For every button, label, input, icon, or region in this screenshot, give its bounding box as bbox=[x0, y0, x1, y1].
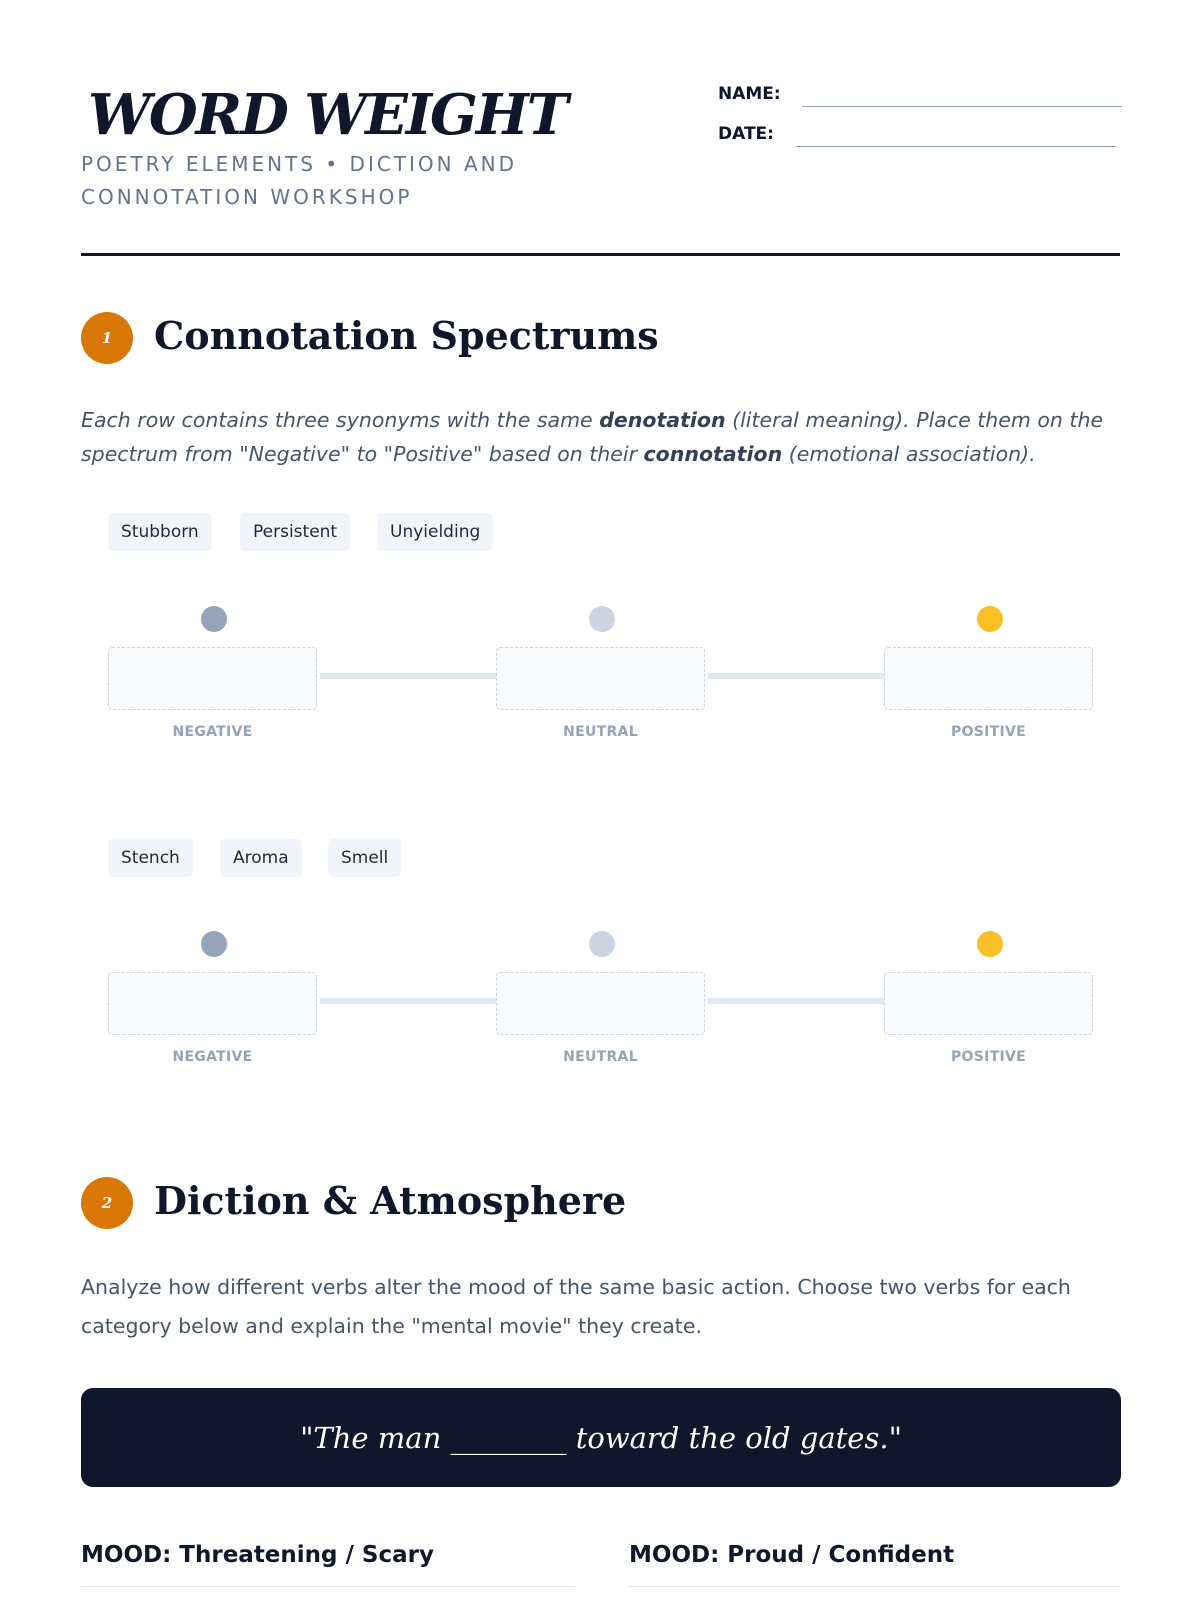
neutral-drop-slot[interactable] bbox=[496, 647, 705, 710]
neutral-label: NEUTRAL bbox=[563, 724, 638, 740]
word-chip[interactable]: Aroma bbox=[220, 839, 302, 877]
positive-drop-slot[interactable] bbox=[884, 647, 1093, 710]
spectrum-track bbox=[708, 998, 884, 1004]
negative-drop-slot[interactable] bbox=[108, 972, 317, 1035]
positive-drop-slot[interactable] bbox=[884, 972, 1093, 1035]
section-2-title: Diction & Atmosphere bbox=[154, 1178, 627, 1223]
spectrum-track bbox=[708, 673, 884, 679]
word-chip[interactable]: Unyielding bbox=[377, 513, 493, 551]
negative-label: NEGATIVE bbox=[172, 1049, 253, 1065]
date-field[interactable] bbox=[796, 146, 1116, 147]
word-chip[interactable]: Stubborn bbox=[108, 513, 212, 551]
word-chip[interactable]: Stench bbox=[108, 839, 193, 877]
section-2-instructions: Analyze how different verbs alter the mood of the same basic action. Choose two verbs for each category below and explain the "mental movie" they create. bbox=[81, 1275, 1071, 1338]
example-sentence-box bbox=[81, 1388, 1121, 1487]
worksheet-subtitle: POETRY ELEMENTS • DICTION AND CONNOTATION WORKSHOP bbox=[81, 152, 518, 209]
header-divider bbox=[81, 253, 1120, 256]
positive-label: POSITIVE bbox=[950, 1049, 1026, 1065]
mood-heading-threatening: MOOD: Threatening / Scary bbox=[81, 1542, 434, 1568]
negative-drop-slot[interactable] bbox=[108, 647, 317, 710]
word-chip[interactable]: Smell bbox=[328, 839, 401, 877]
positive-dot bbox=[977, 931, 1003, 957]
section-1-instructions: Each row contains three synonyms with the same denotation (literal meaning). Place them on the spectrum from "Negative" to "Positive" based on their connotation (emotional association). bbox=[81, 408, 1104, 466]
negative-dot bbox=[201, 931, 227, 957]
mood-heading-proud: MOOD: Proud / Confident bbox=[629, 1542, 955, 1568]
neutral-dot bbox=[589, 931, 615, 957]
word-chip[interactable]: Persistent bbox=[240, 513, 350, 551]
section-1-badge: 1 bbox=[81, 312, 133, 364]
positive-label: POSITIVE bbox=[950, 724, 1026, 740]
mood-divider bbox=[81, 1586, 575, 1587]
mood-divider bbox=[629, 1586, 1121, 1587]
spectrum-track bbox=[320, 673, 496, 679]
spectrum-track bbox=[320, 998, 496, 1004]
section-1-title: Connotation Spectrums bbox=[154, 313, 659, 358]
worksheet-title: WORD WEIGHT bbox=[88, 82, 567, 148]
negative-label: NEGATIVE bbox=[172, 724, 253, 740]
name-label: NAME: bbox=[718, 84, 781, 104]
section-2-badge: 2 bbox=[81, 1177, 133, 1229]
neutral-dot bbox=[589, 606, 615, 632]
neutral-label: NEUTRAL bbox=[563, 1049, 638, 1065]
positive-dot bbox=[977, 606, 1003, 632]
neutral-drop-slot[interactable] bbox=[496, 972, 705, 1035]
date-label: DATE: bbox=[718, 124, 774, 144]
negative-dot bbox=[201, 606, 227, 632]
name-field[interactable] bbox=[802, 106, 1122, 107]
example-sentence: "The man ________ toward the old gates." bbox=[300, 1420, 902, 1455]
